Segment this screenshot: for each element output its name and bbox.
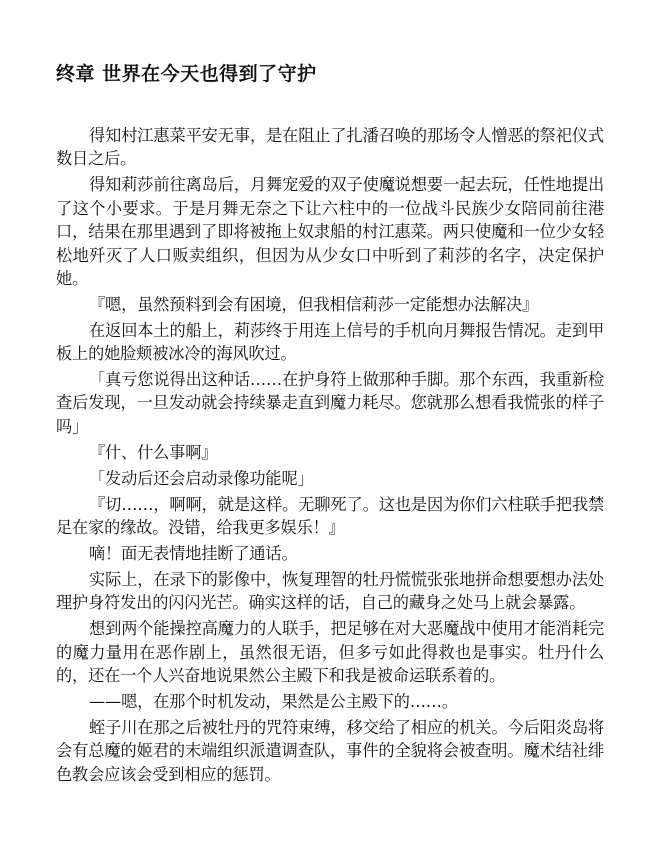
chapter-title: 终章 世界在今天也得到了守护 (56, 63, 317, 85)
paragraph: 嘀！面无表情地挂断了通话。 (89, 543, 298, 563)
paragraph: 「真亏您说得出这种话……在护身符上做那种手脚。那个东西，我重新检查后发现，一旦发动就会持续暴走直到魔力耗尽。您就那么想看我慌张的样子吗」 (56, 370, 604, 436)
paragraph: 想到两个能操控高魔力的人联手，把足够在对大恶魔战中使用才能消耗完的魔力量用在恶作剧上，虽然很无语，但多亏如此得救也是事实。牡丹什么的，还在一个人兴奋地说果然公主殿下和我是被命运联系着的。 (56, 619, 604, 685)
paragraph: 『切……，啊啊，就是这样。无聊死了。这也是因为你们六柱联手把我禁足在家的缘故。没错，给我更多娱乐！』 (56, 494, 604, 537)
paragraph: 在返回本土的船上，莉莎终于用连上信号的手机向月舞报告情况。走到甲板上的她脸颊被冰冷的海风吹过。 (56, 320, 604, 364)
paragraph: 蛭子川在那之后被牡丹的咒符束缚，移交给了相应的机关。今后阳炎岛将会有总魔的姬君的末端组织派遣调查队，事件的全貌将会被查明。魔术结社绯色教会应该会受到相应的惩罚。 (56, 717, 604, 784)
paragraph: 实际上，在录下的影像中，恢复理智的牡丹慌慌张张地拼命想要想办法处理护身符发出的闪闪光芒。确实这样的话，自己的藏身之处马上就会暴露。 (56, 569, 604, 613)
paragraph: 得知莉莎前往离岛后，月舞宠爱的双子使魔说想要一起去玩，任性地提出了这个小要求。于是月舞无奈之下让六柱中的一位战斗民族少女陪同前往港口，结果在那里遇到了即将被拖上奴隶船的村江惠菜。两只使魔和一位少女轻松地歼灭了人口贩卖组织，但因为从少女口中听到了莉莎的名字，决定保护她。 (56, 175, 604, 288)
paragraph: ——嗯，在那个时机发动，果然是公主殿下的……。 (89, 691, 458, 711)
paragraph: 「发动后还会启动录像功能呢」 (89, 468, 314, 488)
paragraph: 『什、什么事啊』 (89, 442, 218, 462)
paragraph: 『嗯，虽然预料到会有困境，但我相信莉莎一定能想办法解决』 (89, 294, 539, 314)
paragraph: 得知村江惠菜平安无事，是在阻止了扎潘召唤的那场令人憎恶的祭祀仪式数日之后。 (56, 126, 604, 169)
chapter-body (56, 124, 604, 788)
